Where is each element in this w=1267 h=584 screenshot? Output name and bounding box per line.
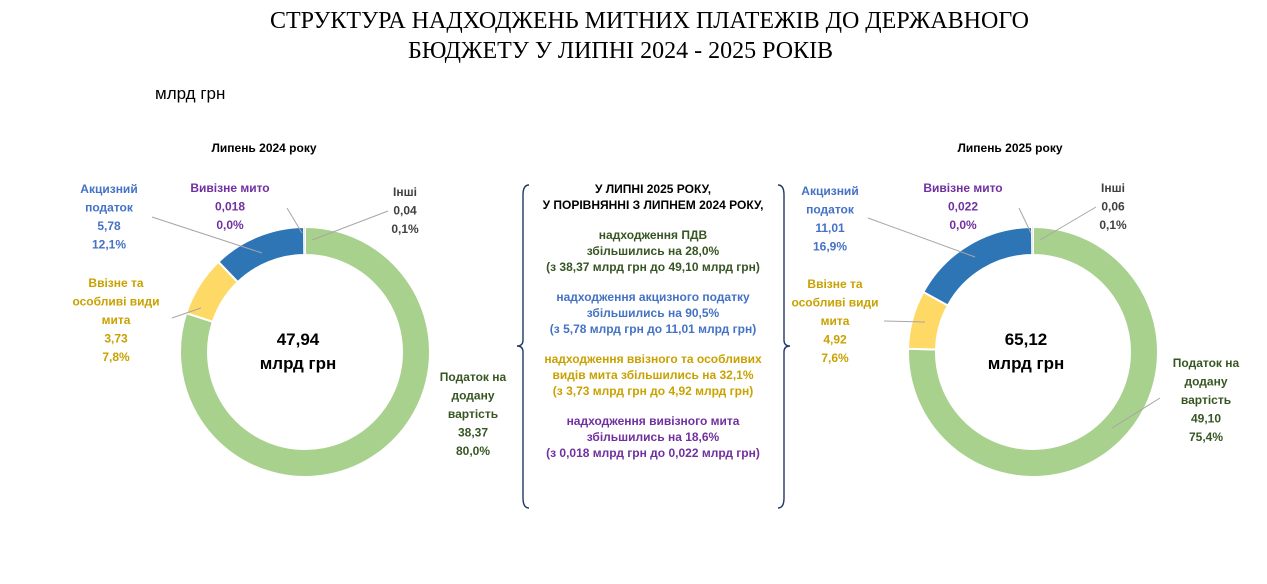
data-label-export: Вивізне мито 0,022 0,0% — [923, 181, 1003, 232]
comparison-item-excise — [530, 289, 776, 337]
data-label-excise: Акцизний податок 11,01 16,9% — [801, 184, 859, 254]
chart-title: Липень 2024 року — [211, 141, 317, 155]
data-label-import: Ввізне та особливі види мита 4,92 7,6% — [791, 277, 879, 365]
unit-label: млрд грн — [155, 84, 226, 103]
center-total-value: 47,94 — [276, 330, 320, 349]
left-bracket — [517, 185, 529, 508]
data-label-import: Ввізне та особливі види мита 3,73 7,8% — [72, 276, 160, 364]
data-label-other: Інші 0,04 0,1% — [391, 185, 419, 236]
center-total-unit: млрд грн — [259, 354, 337, 373]
slice-other — [304, 227, 305, 255]
comparison-line: надходження вивізного мита — [566, 414, 740, 428]
slice-excise — [923, 227, 1032, 305]
data-label-vat: Податок на додану вартість 38,37 80,0% — [439, 370, 507, 458]
donut-chart-2024 — [72, 141, 506, 477]
comparison-line: (з 5,78 млрд грн до 11,01 млрд грн) — [549, 322, 757, 336]
comparison-line: збільшились на 90,5% — [586, 306, 720, 320]
page-title-line-1: СТРУКТУРА НАДХОДЖЕНЬ МИТНИХ ПЛАТЕЖІВ ДО ДЕРЖАВНОГО — [270, 8, 1029, 34]
comparison-header-line: У ПОРІВНЯННІ З ЛИПНЕМ 2024 РОКУ, — [542, 198, 764, 212]
comparison-line: (з 38,37 млрд грн до 49,10 млрд грн) — [546, 260, 760, 274]
comparison-line: надходження ввізного та особливих — [544, 352, 762, 366]
comparison-panel — [530, 181, 776, 475]
slice-excise — [218, 227, 304, 282]
comparison-line: (з 0,018 млрд грн до 0,022 млрд грн) — [546, 446, 760, 460]
data-label-vat: Податок на додану вартість 49,10 75,4% — [1172, 356, 1240, 444]
comparison-line: збільшились на 18,6% — [586, 430, 720, 444]
center-total-value: 65,12 — [1004, 330, 1048, 349]
right-bracket — [778, 185, 790, 508]
comparison-item-export — [530, 413, 776, 461]
comparison-header — [530, 181, 776, 213]
slice-other — [1032, 227, 1033, 255]
data-label-other: Інші 0,06 0,1% — [1099, 181, 1127, 232]
chart-title: Липень 2025 року — [957, 141, 1063, 155]
data-label-excise: Акцизний податок 5,78 12,1% — [80, 182, 138, 252]
data-label-export: Вивізне мито 0,018 0,0% — [190, 181, 270, 232]
comparison-line: збільшились на 28,0% — [586, 244, 720, 258]
center-total-unit: млрд грн — [987, 354, 1065, 373]
comparison-line: надходження акцизного податку — [556, 290, 750, 304]
donut-chart-2025 — [791, 141, 1239, 477]
comparison-line: (з 3,73 млрд грн до 4,92 млрд грн) — [552, 384, 754, 398]
page-title-line-2: БЮДЖЕТУ У ЛИПНІ 2024 - 2025 РОКІВ — [408, 38, 834, 64]
leader-line-excise — [152, 217, 262, 253]
comparison-line: надходження ПДВ — [598, 228, 708, 242]
comparison-item-import — [530, 351, 776, 399]
comparison-header-line: У ЛИПНІ 2025 РОКУ, — [594, 182, 712, 196]
comparison-line: видів мита збільшились на 32,1% — [552, 368, 754, 382]
comparison-item-vat — [530, 227, 776, 275]
